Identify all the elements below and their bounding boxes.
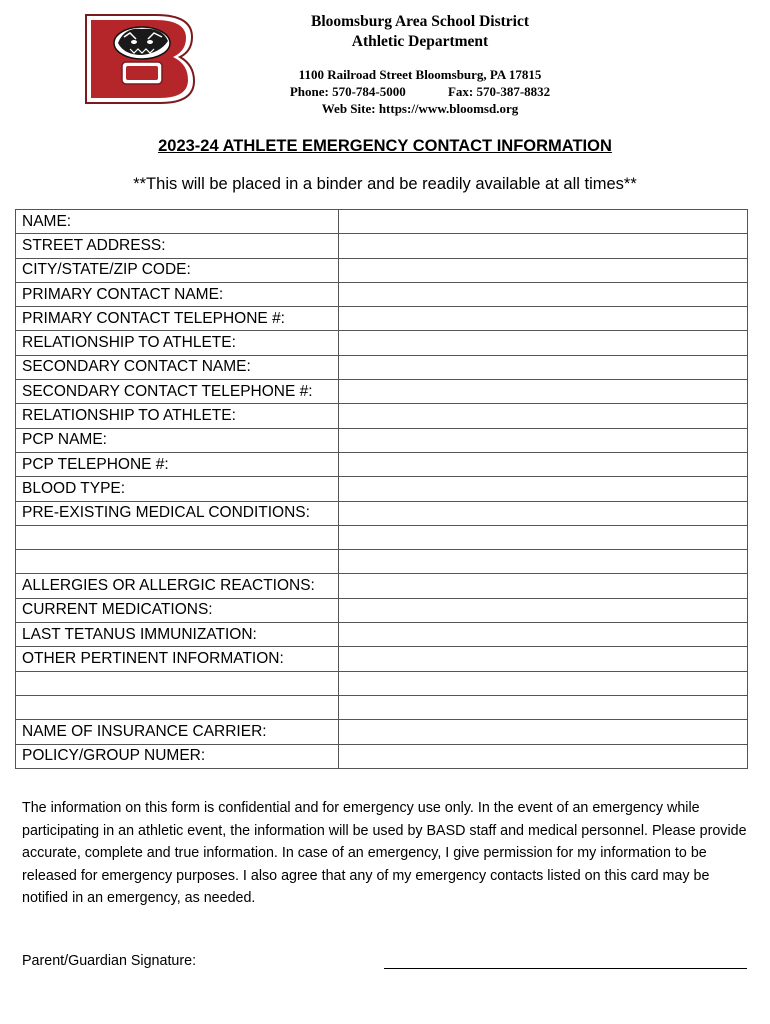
field-label: CITY/STATE/ZIP CODE: xyxy=(16,258,339,282)
field-label: ALLERGIES OR ALLERGIC REACTIONS: xyxy=(16,574,339,598)
contact-info-table xyxy=(15,209,748,769)
table-row xyxy=(16,720,748,744)
field-input[interactable] xyxy=(339,574,748,598)
field-input[interactable] xyxy=(339,501,748,525)
field-input[interactable] xyxy=(339,598,748,622)
table-row xyxy=(16,282,748,306)
table-row xyxy=(16,234,748,258)
letterhead xyxy=(250,12,590,117)
table-row xyxy=(16,210,748,234)
table-row xyxy=(16,380,748,404)
field-input[interactable] xyxy=(339,452,748,476)
field-label: PRE-EXISTING MEDICAL CONDITIONS: xyxy=(16,501,339,525)
field-input[interactable] xyxy=(339,210,748,234)
field-input[interactable] xyxy=(339,282,748,306)
field-input[interactable] xyxy=(339,380,748,404)
field-label: RELATIONSHIP TO ATHLETE: xyxy=(16,404,339,428)
table-row xyxy=(16,404,748,428)
field-label: LAST TETANUS IMMUNIZATION: xyxy=(16,623,339,647)
field-label: PRIMARY CONTACT TELEPHONE #: xyxy=(16,307,339,331)
department-name: Athletic Department xyxy=(351,33,489,50)
table-row xyxy=(16,331,748,355)
confidentiality-notice: The information on this form is confidential and for emergency use only. In the event of an emergency while participating in an athletic event, the information will be used by BASD staff and medical personnel. Please provide accurate, complete and true information. In case of an emergency, I give permission for my information to be released for emergency purposes. I also agree that any of my emergency contacts listed on this card may be notified in an emergency, as needed. xyxy=(22,800,747,906)
field-input[interactable] xyxy=(339,623,748,647)
table-row xyxy=(16,477,748,501)
field-label[interactable] xyxy=(16,550,339,574)
table-row xyxy=(16,452,748,476)
field-input[interactable] xyxy=(339,647,748,671)
website: Web Site: https://www.bloomsd.org xyxy=(321,101,519,116)
field-label: BLOOD TYPE: xyxy=(16,477,339,501)
field-label: SECONDARY CONTACT TELEPHONE #: xyxy=(16,380,339,404)
field-input[interactable] xyxy=(339,331,748,355)
table-row xyxy=(16,258,748,282)
field-label[interactable] xyxy=(16,695,339,719)
table-row xyxy=(16,671,748,695)
table-row xyxy=(16,695,748,719)
signature-label: Parent/Guardian Signature: xyxy=(22,953,197,969)
table-row xyxy=(16,525,748,549)
field-label: SECONDARY CONTACT NAME: xyxy=(16,355,339,379)
field-label: PCP TELEPHONE #: xyxy=(16,452,339,476)
school-logo xyxy=(84,13,196,105)
field-input[interactable] xyxy=(339,307,748,331)
field-input[interactable] xyxy=(339,695,748,719)
field-label: PCP NAME: xyxy=(16,428,339,452)
field-label: NAME: xyxy=(16,210,339,234)
field-label[interactable] xyxy=(16,671,339,695)
field-label: POLICY/GROUP NUMER: xyxy=(16,744,339,768)
table-row xyxy=(16,501,748,525)
table-row xyxy=(16,623,748,647)
field-label: NAME OF INSURANCE CARRIER: xyxy=(16,720,339,744)
table-row xyxy=(16,647,748,671)
table-row xyxy=(16,307,748,331)
field-label: CURRENT MEDICATIONS: xyxy=(16,598,339,622)
district-name: Bloomsburg Area School District xyxy=(311,13,529,30)
form-subtitle: **This will be placed in a binder and be readily available at all times** xyxy=(133,175,637,193)
field-input[interactable] xyxy=(339,525,748,549)
field-label: OTHER PERTINENT INFORMATION: xyxy=(16,647,339,671)
table-row xyxy=(16,744,748,768)
phone-fax: Phone: 570-784-5000 Fax: 570-387-8832 xyxy=(289,84,551,99)
field-input[interactable] xyxy=(339,234,748,258)
field-input[interactable] xyxy=(339,477,748,501)
table-row xyxy=(16,428,748,452)
field-input[interactable] xyxy=(339,720,748,744)
table-row xyxy=(16,598,748,622)
field-label: RELATIONSHIP TO ATHLETE: xyxy=(16,331,339,355)
field-label[interactable] xyxy=(16,525,339,549)
table-row xyxy=(16,574,748,598)
field-input[interactable] xyxy=(339,550,748,574)
field-label: STREET ADDRESS: xyxy=(16,234,339,258)
field-input[interactable] xyxy=(339,404,748,428)
field-input[interactable] xyxy=(339,258,748,282)
field-input[interactable] xyxy=(339,671,748,695)
field-input[interactable] xyxy=(339,355,748,379)
field-input[interactable] xyxy=(339,744,748,768)
table-row xyxy=(16,550,748,574)
table-row xyxy=(16,355,748,379)
signature-line[interactable] xyxy=(384,968,747,969)
form-title: 2023-24 ATHLETE EMERGENCY CONTACT INFORMATION xyxy=(158,137,612,155)
field-label: PRIMARY CONTACT NAME: xyxy=(16,282,339,306)
address: 1100 Railroad Street Bloomsburg, PA 17815 xyxy=(298,67,542,82)
field-input[interactable] xyxy=(339,428,748,452)
